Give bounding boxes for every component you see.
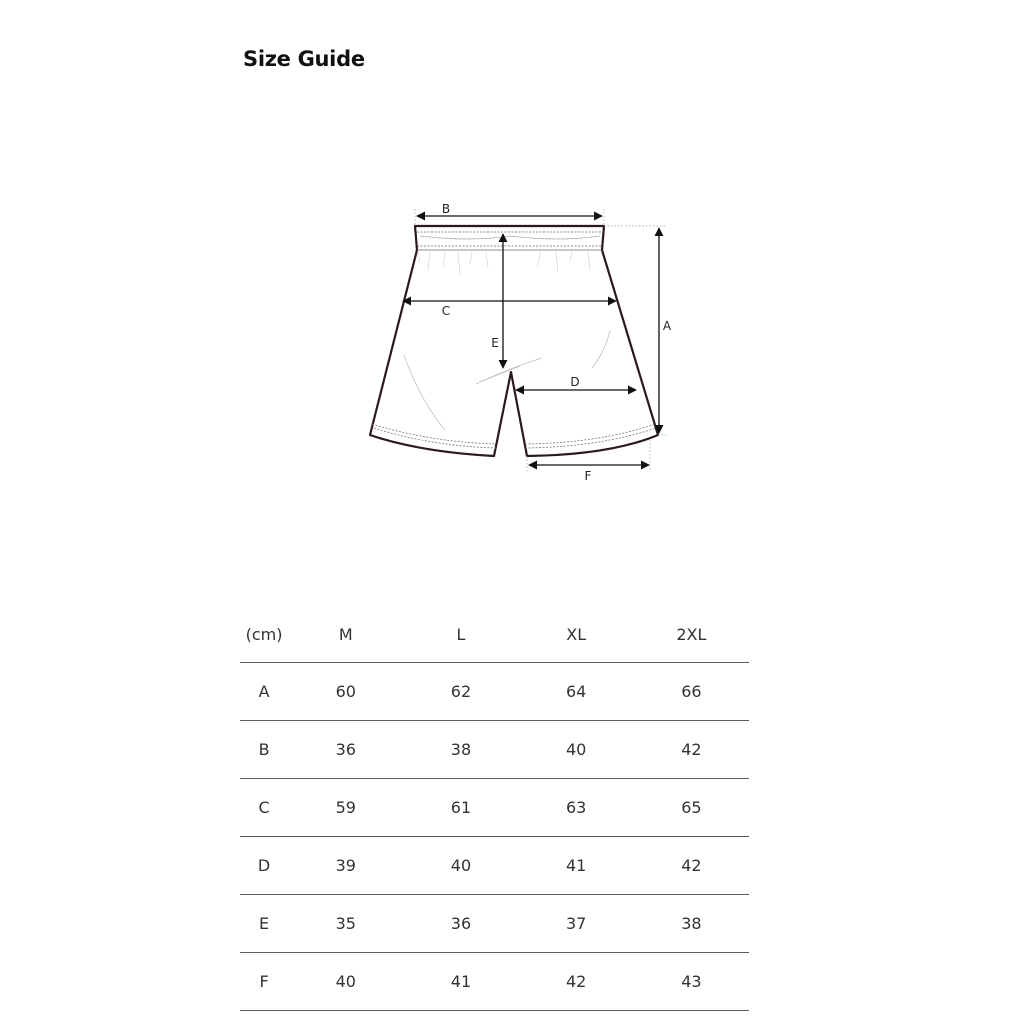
table-cell: 63 [519,779,634,837]
table-cell: 40 [288,953,403,1011]
label-a: A [662,319,672,333]
size-header: XL [519,606,634,663]
table-cell: 41 [519,837,634,895]
label-f: F [584,469,592,483]
size-header: M [288,606,403,663]
table-cell: 62 [403,663,518,721]
table-cell: 42 [634,721,749,779]
table-cell: 36 [288,721,403,779]
label-c: C [441,304,451,318]
measurement-arrows [403,216,659,465]
table-cell: 41 [403,953,518,1011]
table-row [240,663,749,721]
table-cell: 42 [519,953,634,1011]
label-b: B [441,202,451,216]
table-header-row [240,606,749,663]
unit-header: (cm) [240,606,288,663]
row-label: D [240,837,288,895]
table-cell: 60 [288,663,403,721]
shorts-measurement-diagram [340,190,700,500]
table-cell: 40 [519,721,634,779]
table-row [240,837,749,895]
table-cell: 38 [634,895,749,953]
table-cell: 42 [634,837,749,895]
label-e: E [491,336,499,350]
row-label: F [240,953,288,1011]
hem-details [372,424,656,448]
page-title: Size Guide [243,47,365,71]
table-cell: 37 [519,895,634,953]
table-cell: 59 [288,779,403,837]
table-cell: 64 [519,663,634,721]
row-label: B [240,721,288,779]
size-header: L [403,606,518,663]
table-row [240,953,749,1011]
size-header: 2XL [634,606,749,663]
table-row [240,895,749,953]
table-cell: 43 [634,953,749,1011]
table-cell: 61 [403,779,518,837]
table-cell: 40 [403,837,518,895]
table-cell: 39 [288,837,403,895]
table-cell: 36 [403,895,518,953]
table-cell: 38 [403,721,518,779]
row-label: A [240,663,288,721]
table-cell: 65 [634,779,749,837]
table-cell: 35 [288,895,403,953]
size-table [240,606,749,1011]
label-d: D [570,375,580,389]
table-row [240,779,749,837]
waistband-details [417,232,603,274]
shorts-outline [370,226,658,456]
table-cell: 66 [634,663,749,721]
row-label: C [240,779,288,837]
row-label: E [240,895,288,953]
table-row [240,721,749,779]
